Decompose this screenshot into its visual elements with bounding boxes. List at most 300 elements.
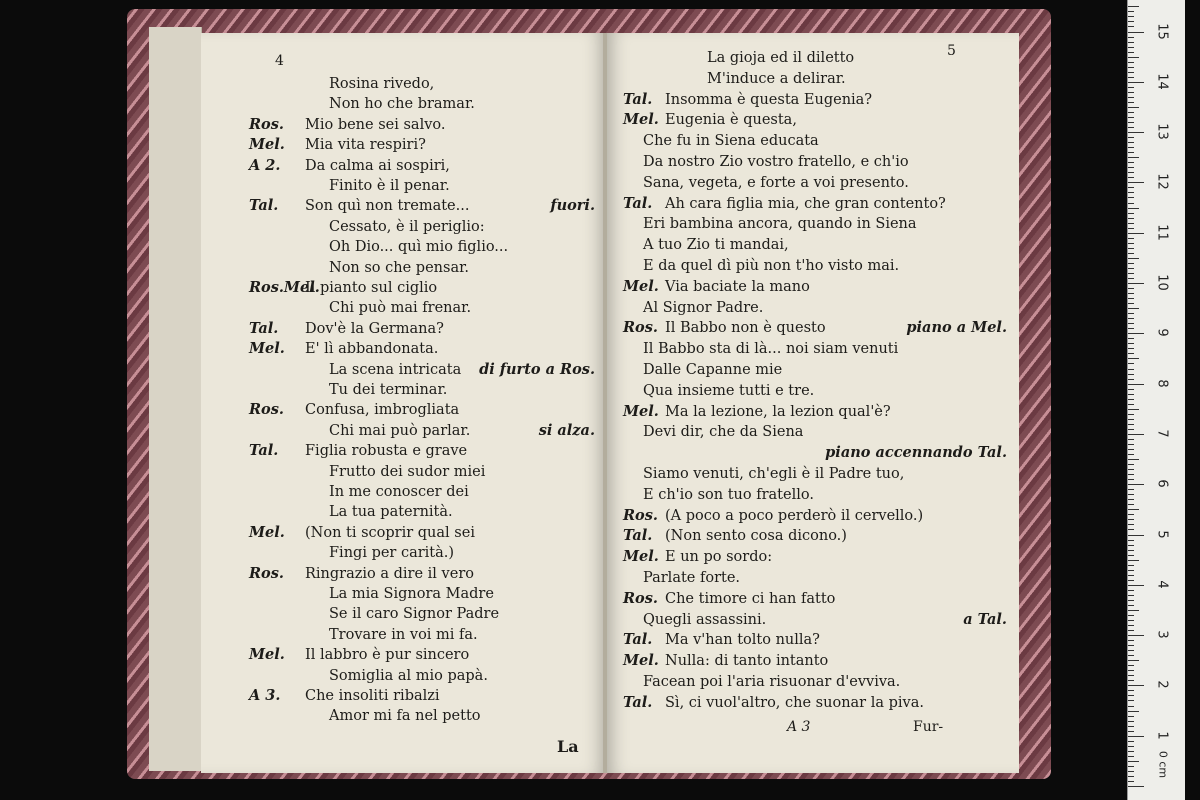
ruler-tick — [1128, 273, 1134, 274]
ruler-number: 10 — [1154, 274, 1170, 291]
ruler-tick — [1128, 303, 1134, 304]
ruler-number: 6 — [1154, 479, 1170, 488]
speaker-label: Tal. — [249, 319, 279, 337]
verse-text: M'induce a delirar. — [707, 70, 846, 87]
right-catchword: Fur- — [913, 719, 944, 735]
ruler-tick — [1128, 685, 1144, 686]
ruler-tick — [1128, 524, 1134, 525]
ruler-tick — [1128, 348, 1134, 349]
ruler-tick — [1128, 283, 1144, 284]
ruler-tick — [1128, 122, 1134, 123]
ruler-tick — [1128, 203, 1134, 204]
verse-text: Devi dir, che da Siena — [643, 424, 804, 441]
ruler-tick — [1128, 509, 1139, 510]
ruler-tick — [1128, 429, 1134, 430]
ruler-tick — [1128, 746, 1134, 747]
text-line — [623, 631, 820, 649]
verse-text: Che timore ci han fatto — [665, 590, 836, 607]
text-line — [329, 626, 478, 644]
speaker-label: Tal. — [623, 631, 653, 649]
text-line — [623, 652, 828, 670]
ruler-tick — [1128, 384, 1144, 385]
ruler-number: 8 — [1154, 378, 1170, 388]
speaker-label: Mel. — [249, 340, 285, 358]
verse-text: Eugenia è questa, — [665, 112, 797, 129]
ruler-tick — [1128, 353, 1134, 354]
ruler-tick — [1128, 172, 1134, 173]
ruler-tick — [1128, 670, 1134, 671]
text-line — [249, 197, 469, 215]
text-line — [249, 157, 450, 175]
text-line — [643, 215, 917, 233]
text-line — [249, 116, 445, 134]
ruler-number: 9 — [1154, 328, 1170, 337]
text-line — [643, 465, 904, 483]
ruler-tick — [1128, 152, 1134, 153]
text-line — [643, 299, 763, 317]
text-line — [623, 548, 772, 566]
text-line — [329, 95, 475, 113]
ruler-tick — [1128, 338, 1134, 339]
ruler-tick — [1128, 756, 1134, 757]
ruler-tick — [1128, 464, 1134, 465]
verse-text: Non so che pensar. — [329, 259, 470, 276]
text-line — [329, 218, 485, 236]
ruler-tick — [1128, 645, 1134, 646]
verse-text: Non ho che bramar. — [329, 96, 475, 113]
ruler-tick — [1128, 147, 1134, 148]
ruler-tick — [1128, 238, 1134, 239]
text-line — [643, 673, 900, 691]
verse-text: Al Signor Padre. — [643, 299, 764, 316]
verse-text: La gioja ed il diletto — [707, 50, 855, 66]
right-page-number: 5 — [947, 43, 956, 59]
ruler-tick — [1128, 484, 1144, 485]
ruler-tick — [1128, 157, 1139, 158]
ruler-tick — [1128, 132, 1144, 133]
ruler-number: 2 — [1154, 680, 1170, 690]
verse-text: La tua paternità. — [329, 504, 453, 521]
verse-text: Amor mi fa nel petto — [329, 708, 481, 725]
ruler-tick — [1128, 711, 1139, 712]
ruler-tick — [1128, 766, 1134, 767]
text-line — [643, 569, 740, 587]
ruler-number: 7 — [1154, 429, 1170, 438]
ruler-tick — [1128, 52, 1134, 53]
right-page — [607, 33, 1019, 773]
verse-text: Mia vita respiri? — [305, 137, 426, 154]
ruler-tick — [1128, 112, 1134, 113]
verse-text: Quegli assassini. — [643, 611, 767, 628]
text-line — [643, 611, 766, 629]
ruler-tick — [1128, 434, 1144, 435]
verse-text: Eri bambina ancora, quando in Siena — [643, 216, 917, 233]
verse-text: Ah cara figlia mia, che gran contento? — [665, 195, 946, 212]
ruler-tick — [1128, 736, 1144, 737]
ruler-tick — [1128, 751, 1134, 752]
ruler-tick — [1128, 258, 1139, 259]
ruler-tick — [1128, 540, 1134, 541]
verse-text: Da calma ai sospiri, — [305, 157, 450, 174]
ruler-tick — [1128, 489, 1134, 490]
ruler-tick — [1128, 197, 1134, 198]
ruler-tick — [1128, 454, 1134, 455]
ruler-tick — [1128, 192, 1134, 193]
ruler-tick — [1128, 379, 1134, 380]
ruler-tick — [1128, 469, 1134, 470]
ruler-tick — [1128, 37, 1134, 38]
text-line — [329, 707, 481, 725]
ruler-tick — [1128, 675, 1134, 676]
ruler-tick — [1128, 776, 1134, 777]
ruler-number: 3 — [1154, 630, 1170, 639]
text-line — [643, 174, 909, 192]
ruler-tick — [1128, 650, 1134, 651]
ruler-number: 1 — [1154, 731, 1170, 740]
text-line — [249, 687, 440, 705]
text-line — [329, 667, 488, 685]
speaker-label: Mel. — [623, 402, 659, 420]
text-line — [623, 694, 924, 712]
text-line — [329, 381, 447, 399]
text-line — [623, 527, 847, 545]
verse-text: Trovare in voi mi fa. — [329, 626, 478, 643]
ruler-tick — [1128, 228, 1134, 229]
ruler-tick — [1128, 449, 1134, 450]
verse-text: Rosina rivedo, — [329, 76, 435, 92]
ruler-tick — [1128, 313, 1134, 314]
speaker-label: Tal. — [623, 90, 653, 108]
ruler-number: 15 — [1154, 22, 1170, 40]
text-line — [329, 361, 461, 379]
ruler-tick — [1128, 504, 1134, 505]
speaker-label: Mel. — [249, 523, 285, 541]
speaker-label: Mel. — [623, 652, 659, 670]
ruler-tick — [1128, 374, 1134, 375]
speaker-label: Tal. — [623, 693, 653, 711]
ruler-tick — [1128, 635, 1144, 636]
text-line — [707, 70, 846, 88]
text-line — [643, 236, 789, 254]
text-line — [329, 463, 485, 481]
verse-text: E da quel dì più non t'ho visto mai. — [643, 258, 900, 274]
ruler-tick — [1128, 439, 1134, 440]
verse-text: Oh Dio... quì mio figlio... — [329, 239, 509, 256]
ruler-tick — [1128, 655, 1134, 656]
ruler-tick — [1128, 328, 1134, 329]
text-line — [249, 442, 467, 460]
verse-text: (Non sento cosa dicono.) — [665, 528, 847, 545]
ruler-tick — [1128, 660, 1139, 661]
speaker-label: Ros. — [249, 564, 284, 582]
ruler-tick — [1128, 72, 1134, 73]
ruler-tick — [1128, 499, 1134, 500]
text-line — [643, 486, 814, 504]
ruler-tick — [1128, 700, 1134, 701]
ruler-tick — [1128, 695, 1134, 696]
verse-text: Il labbro è pur sincero — [305, 647, 470, 664]
ruler-tick — [1128, 726, 1134, 727]
ruler-tick — [1128, 519, 1134, 520]
text-line — [623, 507, 923, 525]
ruler-tick — [1128, 243, 1134, 244]
ruler-tick — [1128, 479, 1134, 480]
verse-text: E ch'io son tuo fratello. — [643, 486, 814, 503]
ruler-tick — [1128, 92, 1134, 93]
ruler-tick — [1128, 665, 1134, 666]
text-line — [249, 340, 438, 358]
ruler-tick — [1128, 298, 1134, 299]
ruler-tick — [1128, 142, 1134, 143]
verse-text: Via baciate la mano — [665, 278, 810, 295]
speaker-label: Mel. — [249, 136, 285, 154]
verse-text: Sana, vegeta, e forte a voi presento. — [643, 174, 909, 191]
verse-text: A tuo Zio ti mandai, — [643, 237, 789, 254]
verse-text: Dalle Capanne mie — [643, 362, 783, 378]
ruler-tick — [1128, 625, 1134, 626]
ruler-tick — [1128, 318, 1134, 319]
stage-direction: si alza. — [538, 421, 595, 439]
ruler-tick — [1128, 369, 1134, 370]
ruler-tick — [1128, 167, 1134, 168]
verse-text: Cessato, è il periglio: — [329, 218, 485, 235]
text-line — [643, 423, 803, 441]
verse-text: Chi può mai frenar. — [329, 300, 472, 317]
ruler-tick — [1128, 615, 1134, 616]
speaker-label: Mel. — [623, 548, 659, 566]
verse-text: Che fu in Siena educata — [643, 133, 819, 150]
ruler-tick — [1128, 585, 1144, 586]
ruler-tick — [1128, 57, 1139, 58]
stage-direction: piano a Mel. — [906, 319, 1007, 337]
speaker-label: Tal. — [623, 194, 653, 212]
ruler-tick — [1128, 162, 1134, 163]
speaker-label: Ros. — [249, 401, 284, 419]
ruler-tick — [1128, 580, 1134, 581]
text-line — [329, 238, 508, 256]
verse-text: Dov'è la Germana? — [305, 320, 444, 337]
ruler-tick — [1128, 16, 1134, 17]
ruler-tick — [1128, 127, 1134, 128]
text-line — [623, 278, 810, 296]
verse-text: Siamo venuti, ch'egli è il Padre tuo, — [643, 466, 905, 482]
ruler-tick — [1128, 97, 1134, 98]
verse-text: Nulla: di tanto intanto — [665, 653, 829, 670]
text-line — [249, 565, 474, 583]
ruler-tick — [1128, 786, 1144, 787]
ruler-tick — [1128, 690, 1134, 691]
ruler-tick — [1128, 600, 1134, 601]
verse-text: (A poco a poco perderò il cervello.) — [665, 507, 924, 524]
verse-text: Se il caro Signor Padre — [329, 606, 500, 623]
ruler-tick — [1128, 409, 1139, 410]
text-line — [329, 177, 450, 195]
text-line — [329, 605, 499, 623]
ruler-tick — [1128, 474, 1134, 475]
ruler-tick — [1128, 32, 1144, 33]
ruler-tick — [1128, 107, 1139, 108]
measurement-ruler — [1127, 0, 1185, 800]
ruler-tick — [1128, 248, 1134, 249]
ruler-unit-label: 0 cm — [1156, 750, 1170, 779]
ruler-tick — [1128, 610, 1139, 611]
ruler-tick — [1128, 419, 1134, 420]
ruler-tick — [1128, 545, 1134, 546]
verse-text: Fingi per carità.) — [329, 545, 455, 562]
stage-direction: a Tal. — [963, 610, 1007, 628]
text-line — [643, 132, 819, 150]
text-line — [643, 340, 898, 358]
speaker-label: A 2. — [249, 156, 281, 174]
text-line — [623, 590, 835, 608]
ruler-tick — [1128, 680, 1134, 681]
ruler-tick — [1128, 82, 1144, 83]
speaker-label: Ros.Mel. — [249, 279, 320, 296]
verse-text: E' lì abbandonata. — [305, 341, 439, 358]
ruler-tick — [1128, 333, 1144, 334]
stage-direction: piano accennando Tal. — [825, 444, 1007, 462]
ruler-tick — [1128, 399, 1134, 400]
ruler-tick — [1128, 323, 1134, 324]
speaker-label: Tal. — [249, 442, 279, 460]
text-line — [623, 319, 826, 337]
text-line — [623, 91, 872, 109]
speaker-label: Tal. — [249, 197, 279, 215]
ruler-number: 14 — [1154, 73, 1170, 90]
ruler-tick — [1128, 640, 1134, 641]
ruler-tick — [1128, 233, 1144, 234]
ruler-tick — [1128, 414, 1134, 415]
ruler-tick — [1128, 404, 1134, 405]
speaker-label: Mel. — [623, 277, 659, 295]
ruler-tick — [1128, 208, 1139, 209]
ruler-tick — [1128, 67, 1134, 68]
verse-text: Finito è il penar. — [329, 178, 450, 194]
ruler-tick — [1128, 535, 1144, 536]
ruler-tick — [1128, 706, 1134, 707]
ruler-tick — [1128, 213, 1134, 214]
ruler-tick — [1128, 62, 1134, 63]
ruler-tick — [1128, 268, 1134, 269]
ruler-tick — [1128, 343, 1134, 344]
ruler-tick — [1128, 288, 1134, 289]
speaker-label: Ros. — [623, 589, 658, 607]
ruler-tick — [1128, 595, 1134, 596]
text-line — [249, 279, 437, 297]
ruler-tick — [1128, 731, 1134, 732]
ruler-number: 5 — [1154, 529, 1170, 539]
text-line — [329, 585, 494, 603]
verse-text: Frutto dei sudor miei — [329, 463, 486, 480]
ruler-tick — [1128, 514, 1134, 515]
text-line — [249, 524, 475, 542]
text-line — [643, 153, 909, 171]
ruler-tick — [1128, 293, 1134, 294]
verse-text: Chi mai può parlar. — [329, 422, 471, 439]
ruler-tick — [1128, 87, 1134, 88]
ruler-tick — [1128, 570, 1134, 571]
ruler-tick — [1128, 781, 1134, 782]
signature-mark: A 3 — [787, 719, 811, 735]
text-line — [249, 136, 426, 154]
verse-text: Ma la lezione, la lezion qual'è? — [665, 403, 891, 420]
text-line — [643, 382, 814, 400]
speaker-label: Ros. — [623, 319, 658, 337]
text-line — [249, 646, 469, 664]
text-line — [623, 111, 797, 129]
verse-text: Il pianto sul ciglio — [305, 280, 438, 296]
ruler-tick — [1128, 102, 1134, 103]
ruler-tick — [1128, 620, 1134, 621]
verse-text: In me conoscer dei — [329, 484, 469, 500]
left-page-mark: 4 — [275, 53, 284, 69]
text-line — [329, 75, 434, 93]
ruler-tick — [1128, 177, 1134, 178]
ruler-tick — [1128, 721, 1134, 722]
text-line — [643, 257, 899, 275]
ruler-tick — [1128, 278, 1134, 279]
speaker-label: Ros. — [249, 115, 284, 133]
ruler-number: 13 — [1154, 123, 1170, 140]
verse-text: Son quì non tremate... — [305, 198, 470, 215]
verse-text: Figlia robusta e grave — [305, 443, 468, 460]
ruler-tick — [1128, 761, 1139, 762]
ruler-number: 12 — [1154, 173, 1170, 191]
ruler-tick — [1128, 771, 1134, 772]
ruler-tick — [1128, 605, 1134, 606]
left-page — [201, 33, 605, 773]
text-line — [249, 401, 459, 419]
text-line — [329, 544, 454, 562]
ruler-tick — [1128, 308, 1139, 309]
text-line — [623, 195, 946, 213]
verse-text: Somiglia al mio papà. — [329, 667, 488, 684]
ruler-tick — [1128, 182, 1144, 183]
ruler-tick — [1128, 575, 1134, 576]
stage-direction: di furto a Ros. — [479, 360, 595, 378]
ruler-tick — [1128, 42, 1134, 43]
verse-text: (Non ti scoprir qual sei — [305, 524, 475, 541]
ruler-tick — [1128, 741, 1134, 742]
ruler-tick — [1128, 424, 1134, 425]
ruler-number: 11 — [1154, 223, 1170, 241]
verse-text: Mio bene sei salvo. — [305, 116, 446, 133]
text-line — [643, 361, 782, 379]
ruler-tick — [1128, 137, 1134, 138]
verse-text: Qua insieme tutti e tre. — [643, 382, 815, 399]
ruler-tick — [1128, 26, 1134, 27]
verse-text: Ma v'han tolto nulla? — [665, 632, 820, 649]
speaker-label: Tal. — [623, 527, 653, 545]
ruler-tick — [1128, 187, 1134, 188]
verse-text: Confusa, imbrogliata — [305, 402, 460, 419]
ruler-tick — [1128, 263, 1134, 264]
ruler-tick — [1128, 529, 1134, 530]
verse-text: Tu dei terminar. — [329, 382, 448, 398]
text-line — [329, 503, 453, 521]
ruler-tick — [1128, 630, 1134, 631]
flyleaf — [149, 27, 202, 771]
verse-text: Parlate forte. — [643, 570, 741, 586]
ruler-tick — [1128, 565, 1134, 566]
ruler-tick — [1128, 560, 1139, 561]
open-book — [127, 9, 1051, 779]
verse-text: Che insoliti ribalzi — [305, 688, 440, 704]
ruler-tick — [1128, 716, 1134, 717]
ruler-tick — [1128, 358, 1139, 359]
verse-text: E un po sordo: — [665, 549, 773, 566]
verse-text: Ringrazio a dire il vero — [305, 565, 474, 582]
